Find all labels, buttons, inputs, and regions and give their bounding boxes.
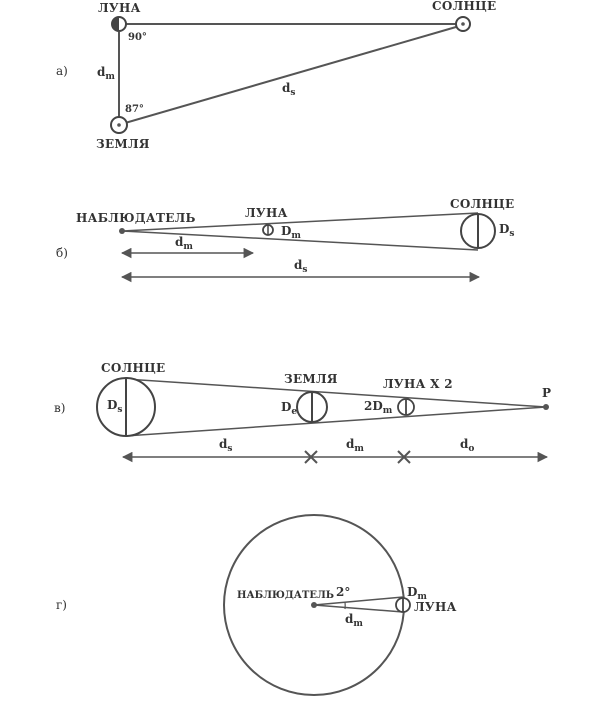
dm-label: $d_m$ xyxy=(345,612,363,629)
sun-icon xyxy=(97,378,155,436)
angle-earth-label: 87° xyxy=(125,104,144,115)
moon-label: ЛУНА xyxy=(414,600,457,614)
point-p-label: P xyxy=(542,386,552,400)
moon-label: ЛУНА X 2 xyxy=(383,377,453,391)
dm-label: $d_m$ xyxy=(346,437,364,454)
observer-dot xyxy=(119,228,125,234)
angle-moon-label: 90° xyxy=(128,32,147,43)
ds-label: $d_s$ xyxy=(219,437,233,454)
panel-a-label: а) xyxy=(56,64,68,78)
De-label: $D_e$ xyxy=(281,400,298,417)
earth-sun-line xyxy=(125,27,456,123)
moon-label: ЛУНА xyxy=(98,1,141,15)
sun-label: СОЛНЦЕ xyxy=(450,197,515,211)
dm-label: $d_m$ xyxy=(97,65,115,82)
panel-g xyxy=(56,515,457,695)
earth-label: ЗЕМЛЯ xyxy=(96,137,150,151)
Dm-label: $D_m$ xyxy=(281,224,301,241)
ds-label: $d_s$ xyxy=(282,81,296,98)
ds-label: $d_s$ xyxy=(294,258,308,275)
moon-icon xyxy=(112,17,126,31)
earth-icon xyxy=(111,117,127,133)
moon-icon xyxy=(398,399,414,415)
cone-bottom xyxy=(126,407,546,436)
do-label: $d_o$ xyxy=(460,437,475,454)
sightline-bottom xyxy=(314,605,403,612)
sun-icon xyxy=(456,17,470,31)
sun-icon xyxy=(461,214,495,248)
moon-icon xyxy=(396,598,410,612)
Ds-label: $D_s$ xyxy=(499,222,515,239)
panel-v-label: в) xyxy=(54,401,66,415)
panel-b-label: б) xyxy=(56,246,68,260)
observer-label: НАБЛЮДАТЕЛЬ xyxy=(76,211,196,225)
panel-a xyxy=(56,0,497,151)
moon-icon xyxy=(263,225,273,235)
panel-g-label: г) xyxy=(56,598,67,612)
sun-label: СОЛНЦЕ xyxy=(101,361,166,375)
observer-label: НАБЛЮДАТЕЛЬ xyxy=(237,590,335,601)
point-p-dot xyxy=(543,404,549,410)
earth-icon xyxy=(297,392,327,422)
Ds-label: $D_s$ xyxy=(107,398,123,415)
Dm-label: $D_m$ xyxy=(407,585,427,602)
observer-dot xyxy=(311,602,317,608)
Dm2-label: $2D_m$ xyxy=(364,399,393,416)
angle-label: 2° xyxy=(336,585,351,599)
earth-label: ЗЕМЛЯ xyxy=(284,372,338,386)
moon-label: ЛУНА xyxy=(245,206,288,220)
panel-v xyxy=(54,361,551,463)
dm-label: $d_m$ xyxy=(175,235,193,252)
panel-b xyxy=(56,197,515,277)
sun-label: СОЛНЦЕ xyxy=(432,0,497,13)
